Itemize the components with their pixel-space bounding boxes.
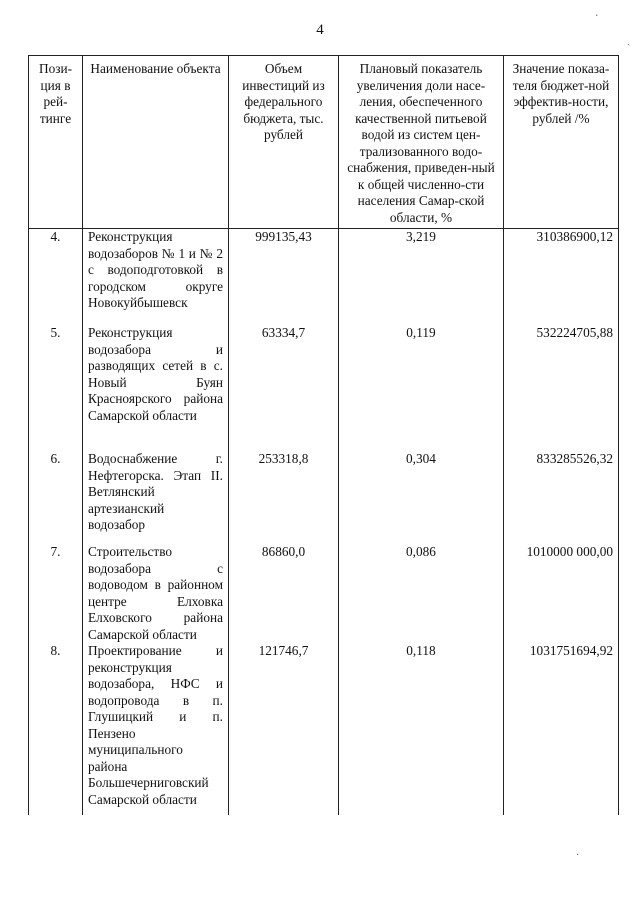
table-row xyxy=(29,544,619,643)
cell-indicator: 0,086 xyxy=(339,544,504,643)
cell-object-name: Проектирование и реконструкция водозабора, НФС и водопровода в п. Глушицкий и п. Пензено муниципального района Большечерниговский Самарской области xyxy=(83,643,229,815)
table-header-row xyxy=(29,56,619,229)
table-row xyxy=(29,229,619,326)
cell-investment: 63334,7 xyxy=(229,325,339,451)
cell-efficiency: 833285526,32 xyxy=(504,451,619,544)
cell-indicator: 0,304 xyxy=(339,451,504,544)
cell-investment: 86860,0 xyxy=(229,544,339,643)
cell-indicator: 0,118 xyxy=(339,643,504,815)
cell-investment: 121746,7 xyxy=(229,643,339,815)
cell-indicator: 0,119 xyxy=(339,325,504,451)
cell-indicator: 3,219 xyxy=(339,229,504,326)
cell-efficiency: 1031751694,92 xyxy=(504,643,619,815)
cell-position: 7. xyxy=(29,544,83,643)
cell-object-name: Реконструкция водозабора и разводящих сетей в с. Новый Буян Красноярского района Самарской области xyxy=(83,325,229,451)
rating-table xyxy=(28,55,619,815)
table-row xyxy=(29,643,619,815)
table-row xyxy=(29,325,619,451)
page-number: 4 xyxy=(316,22,324,38)
cell-efficiency: 310386900,12 xyxy=(504,229,619,326)
cell-efficiency: 532224705,88 xyxy=(504,325,619,451)
cell-object-name: Строительство водозабора с водоводом в районном центре Елховка Елховского района Самарской области xyxy=(83,544,229,643)
scan-speck: ٠ xyxy=(594,10,600,21)
cell-investment: 999135,43 xyxy=(229,229,339,326)
cell-efficiency: 1010000 000,00 xyxy=(504,544,619,643)
header-position: Пози-ция в рей-тинге xyxy=(29,56,83,229)
cell-position: 6. xyxy=(29,451,83,544)
header-planned-indicator: Плановый показатель увеличения доли насе-ления, обеспеченного качественной питьевой водой из систем цен-трализованного водо-снабжения, приведен-ный к общей численно-сти населения Самар-ской области, % xyxy=(339,56,504,229)
scan-speck: ˏ xyxy=(627,35,631,46)
scan-speck: · xyxy=(576,850,580,861)
cell-investment: 253318,8 xyxy=(229,451,339,544)
cell-position: 5. xyxy=(29,325,83,451)
cell-object-name: Реконструкция водозаборов № 1 и № 2 с водоподготовкой в городском округе Новокуйбышевск xyxy=(83,229,229,326)
cell-position: 8. xyxy=(29,643,83,815)
table-row xyxy=(29,451,619,544)
cell-object-name: Водоснабжение г. Нефтегорска. Этап II. Ветлянский артезианский водозабор xyxy=(83,451,229,544)
header-investment: Объем инвестиций из федерального бюджета, тыс. рублей xyxy=(229,56,339,229)
header-object-name: Наименование объекта xyxy=(83,56,229,229)
cell-position: 4. xyxy=(29,229,83,326)
header-budget-efficiency: Значение показа-теля бюджет-ной эффектив-ности, рублей /% xyxy=(504,56,619,229)
